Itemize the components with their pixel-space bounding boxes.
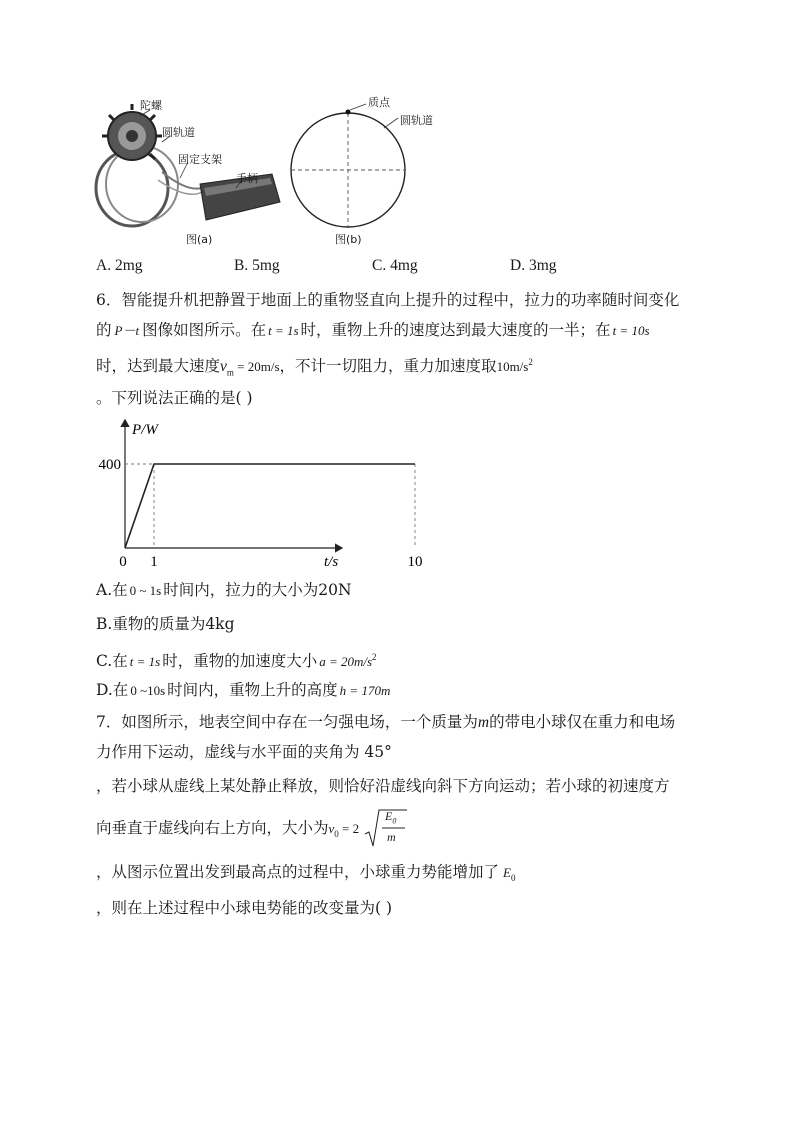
label-track-a: 圆轨道 bbox=[162, 126, 195, 139]
q7-line6: ，则在上述过程中小球电势能的改变量为( ) bbox=[96, 899, 393, 917]
q7-line3: ，若小球从虚线上某处静止释放，则恰好沿虚线向斜下方向运动；若小球的初速度方 bbox=[96, 777, 670, 795]
caption-figure-a: 图(a) bbox=[186, 233, 213, 246]
q5-option-d: D. 3mg bbox=[510, 257, 557, 274]
q6-line2: 的 P－t 图像如图所示。在 t = 1s 时，重物上升的速度达到最大速度的一半；在 t = 10s bbox=[96, 321, 650, 339]
power-time-chart bbox=[92, 414, 423, 580]
x-tick-10: 10 bbox=[407, 554, 423, 570]
caption-figure-b: 图(b) bbox=[335, 233, 362, 246]
frac-denominator: m bbox=[387, 830, 396, 844]
q7-line2: 力作用下运动，虚线与水平面的夹角为 45° bbox=[96, 743, 392, 761]
gyroscope-photo bbox=[92, 92, 292, 250]
q6-line3: 时，达到最大速度$v_m = 20m/s$，不计一切阻力，重力加速度取$10m/s^2$ bbox=[96, 357, 533, 378]
x-axis-label: t/s bbox=[324, 554, 339, 570]
x-tick-0: 0 bbox=[119, 554, 127, 570]
q7-line4: 向垂直于虚线向右上方向，大小为$v_0 = 2$ bbox=[96, 819, 360, 840]
q6-line4: 。下列说法正确的是( ) bbox=[96, 389, 253, 407]
q5-option-a: A. 2mg bbox=[96, 257, 143, 274]
q5-option-c: C. 4mg bbox=[372, 257, 418, 274]
figure-a bbox=[92, 92, 292, 250]
q7-line5: ，从图示位置出发到最高点的过程中，小球重力势能增加了 $E_0$ bbox=[96, 863, 516, 884]
q6-option-a: A.在 0 ~ 1s 时间内，拉力的大小为20N bbox=[96, 581, 352, 599]
q6-option-d: D.在 0 ~10s 时间内，重物上升的高度 h = 170m bbox=[96, 681, 391, 699]
label-support: 固定支架 bbox=[178, 153, 222, 166]
y-tick-400: 400 bbox=[98, 457, 121, 473]
q7-line1: 7．如图所示，地表空间中存在一匀强电场，一个质量为m的带电小球仅在重力和电场 bbox=[96, 713, 676, 731]
q6-option-b: B.重物的质量为4kg bbox=[96, 615, 235, 633]
frac-numerator: $E_0$ bbox=[385, 809, 397, 826]
power-series-line bbox=[125, 464, 415, 548]
label-particle: 质点 bbox=[368, 96, 390, 109]
label-handle: 手柄 bbox=[236, 172, 258, 185]
label-track-b: 圆轨道 bbox=[400, 114, 433, 127]
y-axis-label: P/W bbox=[132, 422, 158, 438]
q6-line1: 6．智能提升机把静置于地面上的重物竖直向上提升的过程中，拉力的功率随时间变化 bbox=[96, 291, 680, 309]
q5-option-b: B. 5mg bbox=[234, 257, 280, 274]
label-gyroscope: 陀螺 bbox=[140, 99, 162, 112]
x-tick-1: 1 bbox=[150, 554, 158, 570]
particle-dot bbox=[346, 110, 351, 115]
q6-option-c: C.在 t = 1s 时，重物的加速度大小 $a = 20m/s^2$ bbox=[96, 652, 377, 671]
